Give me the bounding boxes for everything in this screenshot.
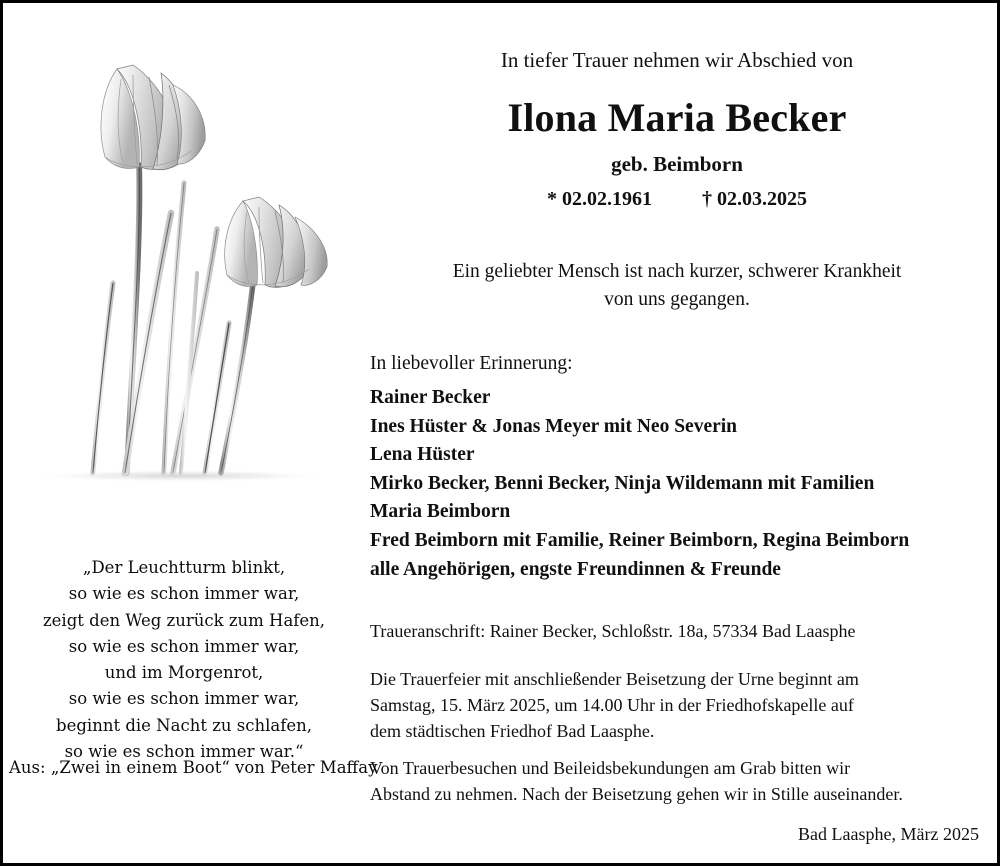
ceremony-line: Samstag, 15. März 2025, um 14.00 Uhr in der Friedhofskapelle auf [370, 695, 854, 715]
mourners-list [370, 384, 990, 584]
poem-line: beginnt die Nacht zu schlafen, [56, 715, 312, 735]
mourner-line: Ines Hüster & Jonas Meyer mit Neo Severin [370, 415, 738, 437]
poem-line: „Der Leuchtturm blinkt, [82, 558, 286, 577]
poem [9, 555, 359, 765]
maiden-name: geb. Beimborn [611, 152, 743, 176]
mourner-line: Maria Beimborn [370, 501, 511, 523]
place-and-date: Bad Laasphe, März 2025 [798, 824, 979, 844]
poem-line: zeigt den Weg zurück zum Hafen, [42, 610, 326, 630]
mourner-line: Fred Beimborn mit Familie, Reiner Beimborn, Regina Beimborn [370, 529, 910, 551]
death-cross-icon: † [702, 188, 712, 210]
request-line: Von Trauerbesuchen und Beileidsbekundungen am Grab bitten wir [370, 758, 851, 778]
poem-source: Aus: „Zwei in einem Boot“ von Peter Maffay [9, 758, 378, 777]
birth-date: 02.02.1961 [562, 188, 652, 210]
mourner-line: Rainer Becker [370, 387, 491, 408]
farewell-line: Ein geliebter Mensch ist nach kurzer, schwerer Krankheit [452, 261, 902, 282]
poem-line: so wie es schon immer war, [68, 584, 300, 604]
mourner-line: Mirko Becker, Benni Becker, Ninja Wildemann mit Familien [370, 472, 875, 494]
right-column [370, 3, 984, 866]
mourner-line: alle Angehörigen, engste Freundinnen & Freunde [370, 558, 781, 580]
birth-star-icon: * [547, 188, 557, 210]
poem-line: und im Morgenrot, [104, 663, 264, 683]
poem-line: so wie es schon immer war, [68, 636, 300, 656]
tulip-illustration [21, 33, 361, 503]
ceremony-details [370, 666, 990, 744]
poem-line: so wie es schon immer war, [68, 689, 300, 709]
farewell-line: von uns gegangen. [604, 289, 750, 310]
mourning-address: Traueranschrift: Rainer Becker, Schloßstr. 18a, 57334 Bad Laasphe [370, 621, 856, 641]
death-date: 02.03.2025 [717, 188, 807, 210]
memory-label: In liebevoller Erinnerung: [370, 353, 573, 374]
request-text [370, 755, 990, 807]
intro-text: In tiefer Trauer nehmen wir Abschied von [500, 48, 854, 72]
deceased-name: Ilona Maria Becker [507, 95, 847, 140]
farewell-text [370, 258, 984, 314]
poem-line: so wie es schon immer war.“ [64, 742, 304, 762]
left-column [3, 3, 378, 866]
ceremony-line: Die Trauerfeier mit anschließender Beisetzung der Urne beginnt am [370, 669, 859, 689]
ceremony-line: dem städtischen Friedhof Bad Laasphe. [370, 721, 655, 741]
life-dates [370, 186, 984, 212]
request-line: Abstand zu nehmen. Nach der Beisetzung gehen wir in Stille auseinander. [370, 784, 903, 804]
mourner-line: Lena Hüster [370, 444, 475, 466]
